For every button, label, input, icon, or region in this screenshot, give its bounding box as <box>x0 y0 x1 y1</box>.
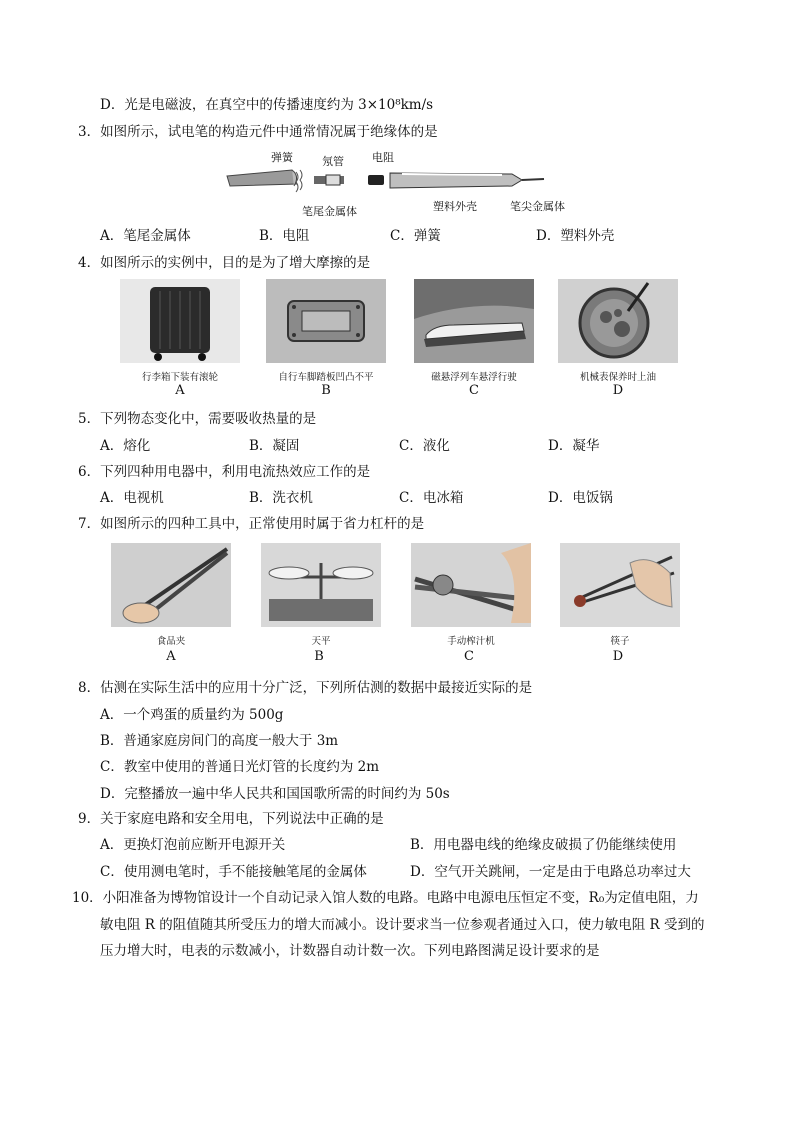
q8-option-b: B．普通家庭房间门的高度一般大于 3m <box>100 733 339 749</box>
q4-letter-a: A <box>175 383 185 398</box>
q8-option-c: C．教室中使用的普通日光灯管的长度约为 2m <box>100 759 380 775</box>
q10-line-1: 10．小阳准备为博物馆设计一个自动记录入馆人数的电路。电路中电源电压恒定不变，R₀为定值电阻，力 <box>72 890 699 906</box>
q2-option-d: D．光是电磁波，在真空中的传播速度约为 3×10⁸km/s <box>100 97 434 113</box>
q9-option-b: B．用电器电线的绝缘皮破损了仍能继续使用 <box>410 837 677 853</box>
q9-option-a: A．更换灯泡前应断开电源开关 <box>100 837 286 853</box>
q5-stem: 5．下列物态变化中，需要吸收热量的是 <box>78 411 317 427</box>
q10-line-2: 敏电阻 R 的阻值随其所受压力的增大而减小。设计要求当一位参观者通过入口，使力敏电阻 R 受到的 <box>100 917 705 933</box>
q3-stem: 3．如图所示，试电笔的构造元件中通常情况属于绝缘体的是 <box>78 124 438 140</box>
q6-option-b: B．洗衣机 <box>249 490 313 506</box>
label-neon: 氖管 <box>322 155 344 168</box>
q8-stem: 8．估测在实际生活中的应用十分广泛，下列所估测的数据中最接近实际的是 <box>78 680 533 696</box>
q8-option-a: A．一个鸡蛋的质量约为 500g <box>100 707 284 723</box>
q6-option-d: D．电饭锅 <box>548 490 613 506</box>
q6-option-c: C．电冰箱 <box>399 490 464 506</box>
q4-caption-c: 磁悬浮列车悬浮行驶 <box>431 372 517 383</box>
q3-option-a: A．笔尾金属体 <box>100 228 191 244</box>
q9-stem: 9．关于家庭电路和安全用电，下列说法中正确的是 <box>78 811 384 827</box>
q8-option-d: D．完整播放一遍中华人民共和国国歌所需的时间约为 50s <box>100 786 450 802</box>
chopsticks-photo <box>560 543 680 627</box>
maglev-photo <box>414 279 534 363</box>
q7-letter-c: C <box>464 649 474 664</box>
luggage-photo <box>120 279 240 363</box>
q5-option-b: B．凝固 <box>249 438 300 454</box>
q4-letter-c: C <box>469 383 479 398</box>
q4-letter-b: B <box>321 383 331 398</box>
q5-option-d: D．凝华 <box>548 438 600 454</box>
q4-letter-d: D <box>612 383 624 398</box>
q7-caption-b: 天平 <box>311 636 331 647</box>
q3-option-d: D．塑料外壳 <box>536 228 615 244</box>
q4-caption-b: 自行车脚踏板凹凸不平 <box>278 372 374 383</box>
q6-stem: 6．下列四种用电器中，利用电流热效应工作的是 <box>78 464 371 480</box>
q3-option-c: C．弹簧 <box>390 228 441 244</box>
label-shell: 塑料外壳 <box>433 200 477 213</box>
label-spring: 弹簧 <box>271 151 293 164</box>
label-tip: 笔尖金属体 <box>510 200 565 213</box>
q7-letter-b: B <box>314 649 324 664</box>
q5-option-a: A．熔化 <box>100 438 151 454</box>
q5-option-c: C．液化 <box>399 438 450 454</box>
q7-caption-c: 手动榨汁机 <box>447 636 495 647</box>
q7-letter-d: D <box>612 649 624 664</box>
q4-caption-a: 行李箱下装有滚轮 <box>141 372 218 383</box>
q10-line-3: 压力增大时，电表的示数减小，计数器自动计数一次。下列电路图满足设计要求的是 <box>100 943 600 959</box>
watch-photo <box>558 279 678 363</box>
q3-option-b: B．电阻 <box>259 228 310 244</box>
label-resistor: 电阻 <box>372 151 394 164</box>
q7-stem: 7．如图所示的四种工具中，正常使用时属于省力杠杆的是 <box>78 516 425 532</box>
juicer-photo <box>411 543 531 627</box>
balance-photo <box>261 543 381 627</box>
q4-caption-d: 机械表保养时上油 <box>579 372 656 383</box>
q7-letter-a: A <box>166 649 176 664</box>
q9-option-c: C．使用测电笔时，手不能接触笔尾的金属体 <box>100 864 367 880</box>
q7-caption-a: 食品夹 <box>156 636 186 647</box>
q9-option-d: D．空气开关跳闸，一定是由于电路总功率过大 <box>410 864 691 880</box>
label-tail: 笔尾金属体 <box>302 205 357 218</box>
q4-stem: 4．如图所示的实例中，目的是为了增大摩擦的是 <box>78 255 371 271</box>
q6-option-a: A．电视机 <box>100 490 164 506</box>
food-tongs-photo <box>111 543 231 627</box>
pedal-photo <box>266 279 386 363</box>
q7-caption-d: 筷子 <box>610 636 630 647</box>
